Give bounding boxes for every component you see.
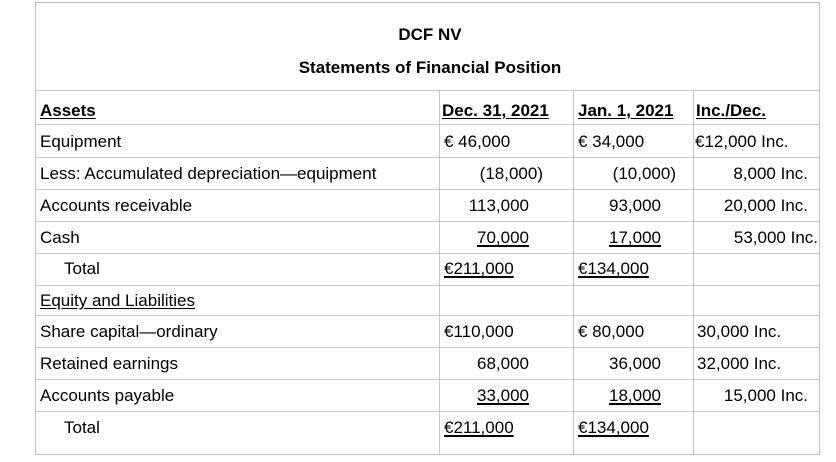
row-divider: [35, 253, 820, 254]
value-equipment-jan: € 34,000: [578, 132, 645, 151]
value-depreciation-jan: (10,000): [612, 164, 676, 183]
row-divider: [35, 411, 820, 412]
value-retained-earnings-change: 32,000 Inc.: [697, 354, 782, 373]
row-divider: [35, 157, 820, 158]
value-receivable-jan: 93,000: [609, 196, 661, 215]
value-equipment-change: €12,000 Inc.: [695, 132, 789, 151]
row-label-accumulated-depreciation: Less: Accumulated depreciation—equipment: [40, 164, 377, 183]
equity-liabilities-heading: Equity and Liabilities: [40, 291, 195, 310]
value-share-capital-change: 30,000 Inc.: [697, 322, 782, 341]
row-label-assets-total: Total: [64, 259, 100, 278]
value-accounts-payable-jan: 18,000: [609, 386, 661, 405]
value-retained-earnings-jan: 36,000: [609, 354, 661, 373]
value-cash-jan: 17,000: [609, 228, 661, 247]
row-divider: [35, 189, 820, 190]
row-label-equipment: Equipment: [40, 132, 122, 151]
value-receivable-change: 20,000 Inc.: [723, 196, 808, 215]
value-accounts-payable-dec: 33,000: [477, 386, 529, 405]
row-label-accounts-payable: Accounts payable: [40, 386, 175, 405]
value-accounts-payable-change: 15,000 Inc.: [723, 386, 808, 405]
value-share-capital-dec: €110,000: [444, 322, 514, 341]
row-divider: [35, 379, 820, 380]
header-divider: [35, 90, 820, 91]
value-equipment-dec: € 46,000: [444, 132, 511, 151]
assets-heading: Assets: [40, 101, 96, 120]
value-cash-change: 53,000 Inc.: [733, 228, 818, 247]
row-label-retained-earnings: Retained earnings: [40, 354, 178, 373]
value-equity-total-dec: €211,000: [444, 418, 514, 437]
value-equity-total-jan: €134,000: [578, 418, 649, 437]
row-divider: [35, 285, 820, 286]
row-divider: [35, 347, 820, 348]
row-label-share-capital: Share capital—ordinary: [40, 322, 218, 341]
value-depreciation-change: 8,000 Inc.: [733, 164, 808, 183]
row-label-cash: Cash: [40, 228, 80, 247]
row-label-accounts-receivable: Accounts receivable: [40, 196, 193, 215]
row-divider: [35, 124, 820, 125]
row-label-equity-total: Total: [64, 418, 100, 437]
value-assets-total-jan: €134,000: [578, 259, 649, 278]
value-receivable-dec: 113,000: [468, 196, 529, 215]
value-assets-total-dec: €211,000: [444, 259, 514, 278]
column-header-dec-2021: Dec. 31, 2021: [442, 101, 549, 120]
column-header-jan-2021: Jan. 1, 2021: [578, 101, 674, 120]
row-divider: [35, 315, 820, 316]
value-share-capital-jan: € 80,000: [578, 322, 645, 341]
row-divider: [35, 221, 820, 222]
value-cash-dec: 70,000: [477, 228, 529, 247]
company-name: DCF NV: [398, 25, 462, 44]
column-header-inc-dec: Inc./Dec.: [696, 101, 766, 120]
statement-title: Statements of Financial Position: [298, 58, 562, 77]
value-depreciation-dec: (18,000): [479, 164, 543, 183]
value-retained-earnings-dec: 68,000: [477, 354, 529, 373]
